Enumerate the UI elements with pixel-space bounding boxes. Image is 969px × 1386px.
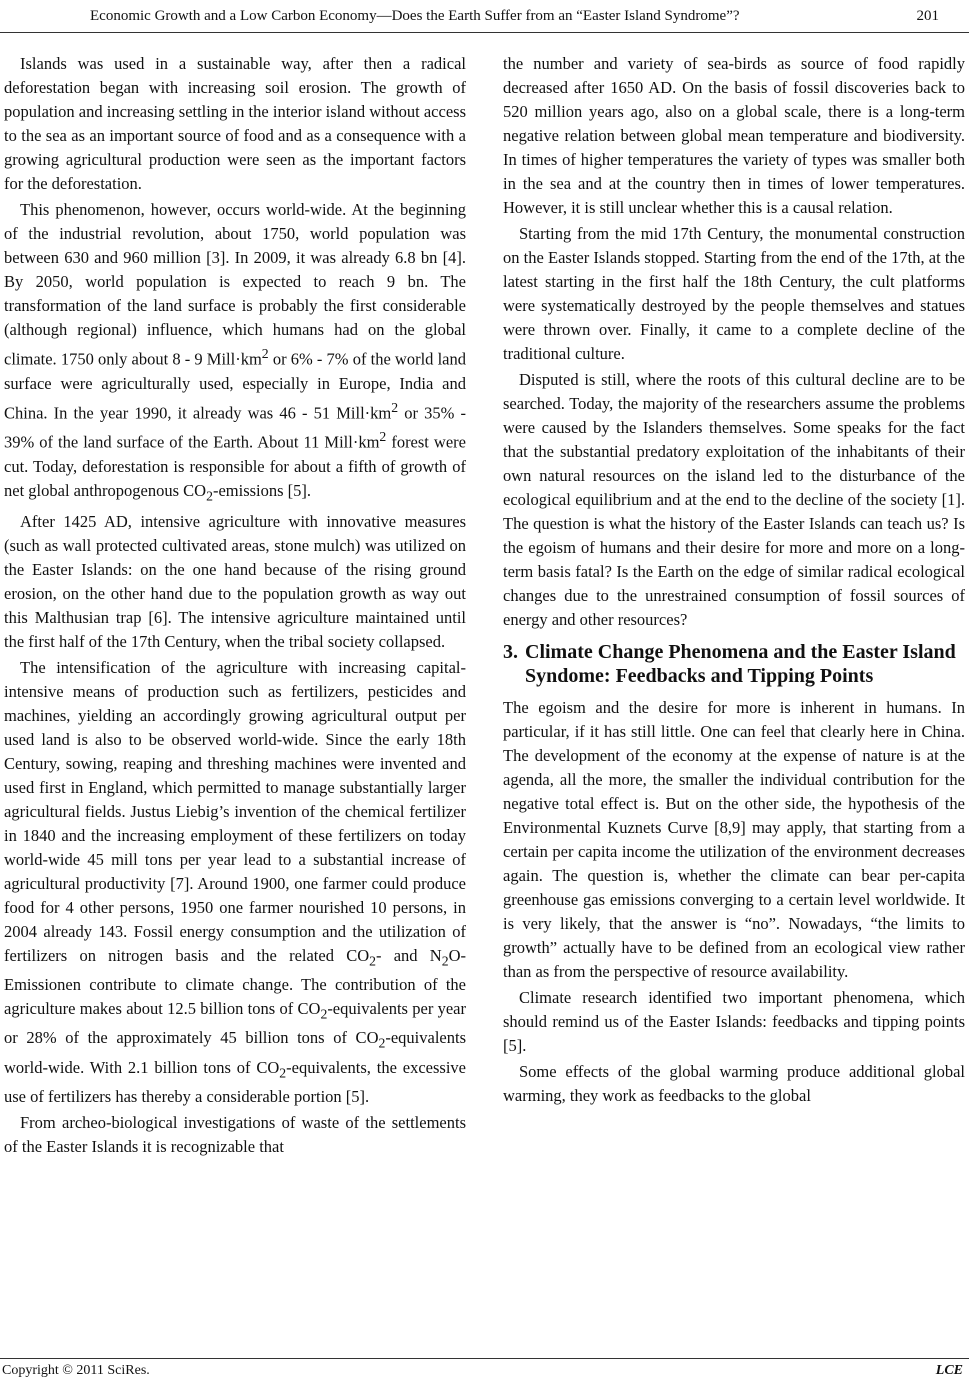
section-number: 3. bbox=[503, 641, 518, 663]
superscript: 2 bbox=[391, 399, 399, 415]
running-title: Economic Growth and a Low Carbon Economy—Does the Earth Suffer from an “Easter Island Syndrome”? bbox=[90, 8, 740, 24]
paragraph bbox=[503, 986, 965, 1058]
subscript: 2 bbox=[279, 1064, 287, 1080]
paragraph bbox=[503, 368, 965, 632]
text-run: or 35% - 39% of the land surface of the Earth. About 11 Mill·km bbox=[4, 403, 466, 452]
text-run: Disputed is still, where the roots of this cultural decline are to be searched. Today, the majority of the researchers assume the problems were caused by the Islanders themselves. Some speaks for the fact that the substantial predatory exploitation of the inhabitants of their own natural resources on the island led to the disturbance of the ecological equilibrium and at the end to the decline of the society [1]. The question is what the history of the Easter Islands can teach us? Is the egoism of humans and their desire for more and more on a long-term basis fatal? Is the Earth on the edge of similar radical ecological changes due to the unrestrained consumption of fossil sources of energy and other resources? bbox=[503, 370, 965, 629]
text-run: O-Emissionen contribute to climate change. The contribution of the agriculture makes about 12.5 billion tons of CO bbox=[4, 945, 466, 1019]
text-run: -equivalents world-wide. With 2.1 billion tons of CO bbox=[4, 1028, 466, 1077]
text-run: forest were cut. Today, deforestation is responsible for about a fifth of growth of net global anthropogenous CO bbox=[4, 432, 466, 500]
subscript: 2 bbox=[441, 953, 449, 969]
copyright-notice: Copyright © 2011 SciRes. bbox=[2, 1363, 150, 1378]
paragraph bbox=[4, 52, 466, 196]
text-run: -equivalents, the excessive use of fertilizers has thereby a considerable portion [5]. bbox=[4, 1057, 466, 1106]
paragraph bbox=[4, 656, 466, 1109]
text-run: Climate research identified two important phenomena, which should remind us of the Easter Islands: feedbacks and tipping points [5]. bbox=[503, 988, 965, 1055]
paragraph bbox=[4, 1111, 466, 1159]
paragraph bbox=[503, 222, 965, 366]
text-run: -emissions [5]. bbox=[212, 480, 312, 500]
text-run: Starting from the mid 17th Century, the monumental construction on the Easter Islands stopped. Starting from the end of the 17th, at the latest starting in the first half the 18th Century, the cult platforms were systematically destroyed by the people themselves and statues were thrown over. Finally, it came to a complete decline of the traditional culture. bbox=[503, 224, 965, 363]
section-heading bbox=[503, 640, 965, 688]
text-run: the number and variety of sea-birds as source of food rapidly decreased after 1650 AD. On the basis of fossil discoveries back to 520 million years ago, also on a global scale, there is a long-term negative relation between global mean temperature and biodiversity. In times of higher temperatures the variety of types was smaller both in the sea and at the country then in times of lower temperatures. However, it is still unclear whether this is a causal relation. bbox=[503, 54, 965, 217]
right-column bbox=[503, 52, 965, 1108]
paragraph bbox=[4, 198, 466, 508]
text-run: From archeo-biological investigations of waste of the settlements of the Easter Islands it is recognizable that bbox=[4, 1112, 466, 1156]
text-run: The egoism and the desire for more is inherent in humans. In particular, if it has still little. One can feel that clearly here in China. The development of the economy at the expense of nature is at the agenda, all the more, the smaller the individual contribution for the negative total effect is. But on the other side, the hypothesis of the Environmental Kuznets Curve [8,9] may apply, that starting from a certain per capita income the utilization of the environment decreases again. The question is, whether the climate can bear per-capita greenhouse gas emissions converging to a certain level worldwide. It is very likely, that the answer is “no”. Nowadays, “the limits to growth” actually have to be defined from an ecological view rather than as from the perspective of resource availability. bbox=[503, 698, 965, 981]
paragraph bbox=[4, 510, 466, 654]
running-header bbox=[0, 8, 969, 30]
text-run: The intensification of the agriculture with increasing capital-intensive means of production such as fertilizers, pesticides and machines, yielding an accordingly growing agricultural output per used land is also to be observed world-wide. Since the early 18th Century, sowing, reaping and threshing machines were invented and used first in England, which permitted to manage substantially larger agricultural fields. Justus Liebig’s invention of the chemical fertilizer in 1840 and the increasing employment of these fertilizers on today world-wide 45 mill tons per year lead to a substantial increase of agricultural productivity [7]. Around 1900, one farmer could produce food for 4 other persons, 1950 one farmer nourished 10 persons, in 2004 already 143. Fossil energy consumption and the utilization of fertilizers on nitrogen basis and the related CO bbox=[4, 657, 466, 965]
paragraph bbox=[503, 52, 965, 220]
section-title: Climate Change Phenomena and the Easter Island Syndome: Feedbacks and Tipping Points bbox=[525, 641, 956, 687]
text-run: - and N bbox=[376, 945, 442, 965]
text-run: Some effects of the global warming produce additional global warming, they work as feedbacks to the global bbox=[503, 1062, 965, 1105]
subscript: 2 bbox=[320, 1006, 328, 1022]
text-run: or 6% - 7% of the world land surface were agriculturally used, especially in Europe, India and China. In the year 1990, it already was 46 - 51 Mill·km bbox=[4, 349, 466, 422]
footer-rule bbox=[0, 1358, 969, 1359]
subscript: 2 bbox=[378, 1035, 386, 1051]
text-run: After 1425 AD, intensive agriculture with innovative measures (such as wall protected cultivated areas, stone mulch) was utilized on the Easter Islands: on the one hand because of the rising ground erosion, on the other hand due to the population growth as way out this Malthusian trap [6]. The intensive agriculture maintained until the first half of the 17th Century, when the tribal society collapsed. bbox=[4, 511, 466, 651]
journal-abbreviation: LCE bbox=[935, 1363, 963, 1378]
left-column bbox=[4, 52, 466, 1159]
header-rule bbox=[0, 32, 969, 33]
text-run: -equivalents per year or 28% of the approximately 45 billion tons of CO bbox=[4, 999, 466, 1048]
superscript: 2 bbox=[261, 346, 269, 361]
subscript: 2 bbox=[369, 953, 376, 969]
text-run: Islands was used in a sustainable way, after then a radical deforestation began with increasing soil erosion. The growth of population and increasing settling in the interior island without access to the sea as an important source of food and as a consequence with a growing agricultural production were seen as the important factors for the deforestation. bbox=[4, 54, 466, 193]
superscript: 2 bbox=[379, 429, 387, 444]
paragraph bbox=[503, 696, 965, 984]
text-run: This phenomenon, however, occurs world-wide. At the beginning of the industrial revolution, about 1750, world population was between 630 and 960 million [3]. In 2009, it was already 6.8 bn [4]. By 2050, world population is expected to reach 9 bn. The transformation of the land surface is probably the first considerable (although regional) influence, which humans had on the global climate. 1750 only about 8 - 9 Mill·km bbox=[4, 200, 466, 369]
subscript: 2 bbox=[206, 487, 213, 503]
paragraph bbox=[503, 1060, 965, 1108]
page-number: 201 bbox=[916, 8, 939, 24]
